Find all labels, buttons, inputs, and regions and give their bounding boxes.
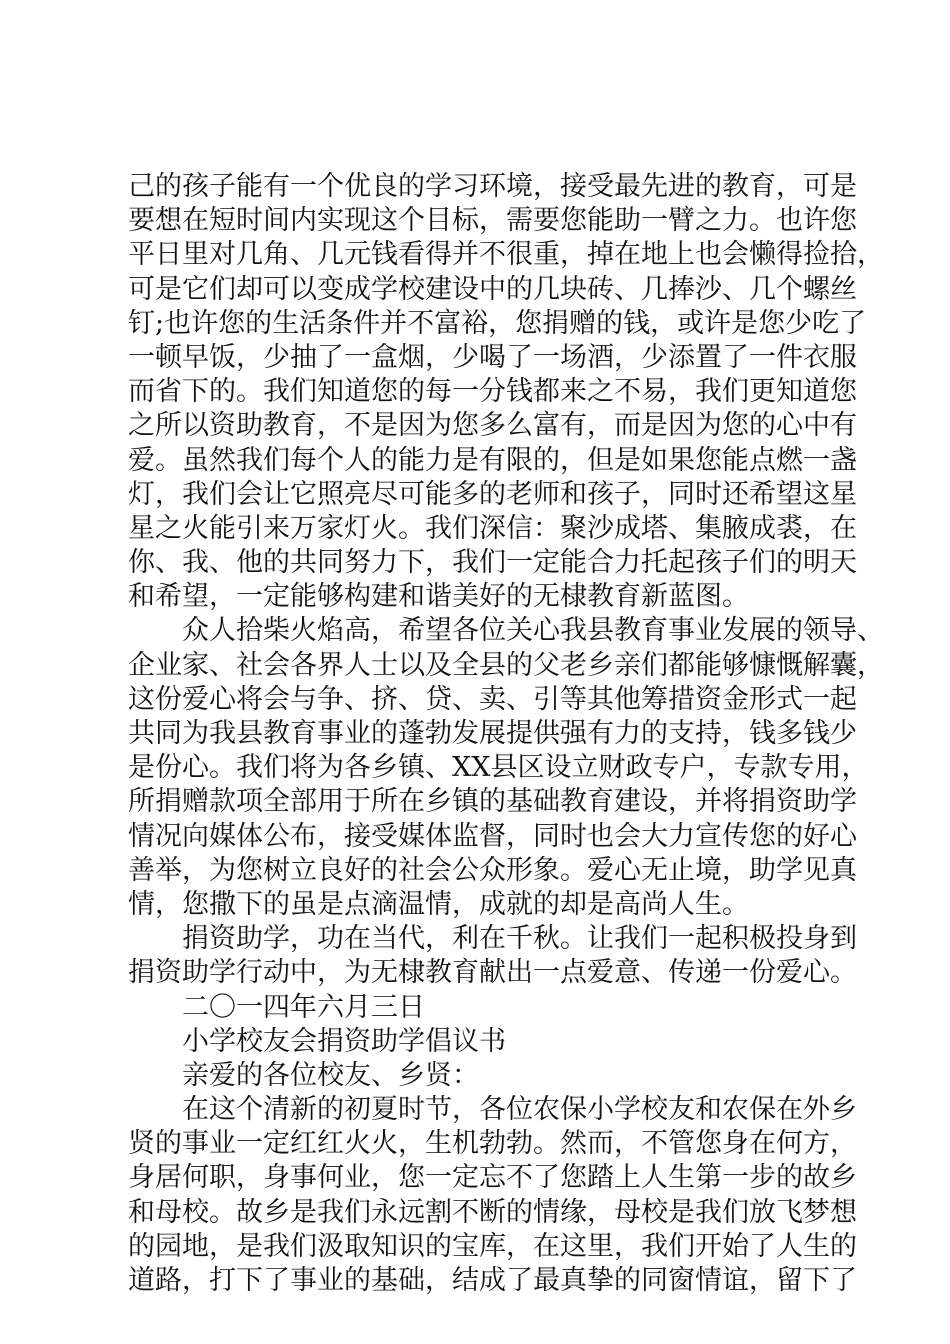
text-line: 要想在短时间内实现这个目标，需要您能助一臂之力。也许您 [128,205,857,237]
text-line: 是份心。我们将为各乡镇、XX县区设立财政专户，专款专用， [128,752,869,784]
text-line: 在这个清新的初夏时节，各位农保小学校友和农保在外乡 [182,1094,857,1126]
text-line: 而省下的。我们知道您的每一分钱都来之不易，我们更知道您 [128,376,857,408]
text-line: 众人拾柴火焰高，希望各位关心我县教育事业发展的领导、 [182,615,884,647]
text-line: 企业家、社会各界人士以及全县的父老乡亲们都能够慷慨解囊， [128,649,884,681]
text-line: 共同为我县教育事业的蓬勃发展提供强有力的支持，钱多钱少 [128,718,857,749]
document-body [128,170,884,1298]
text-line: 情况向媒体公布，接受媒体监督，同时也会大力宣传您的好心 [128,820,857,852]
text-line: 你、我、他的共同努力下，我们一定能合力托起孩子们的明天 [128,547,857,579]
text-line: 身居何职，身事何业，您一定忘不了您踏上人生第一步的故乡 [128,1162,857,1194]
text-line: 贤的事业一定红红火火，生机勃勃。然而，不管您身在何方， [128,1128,857,1160]
text-line: 爱。虽然我们每个人的能力是有限的，但是如果您能点燃一盏 [128,444,857,476]
text-line: 亲爱的各位校友、乡贤： [182,1059,479,1091]
text-line: 捐资助学行动中，为无棣教育献出一点爱意、传递一份爱心。 [128,957,857,989]
text-line: 小学校友会捐资助学倡议书 [182,1025,506,1057]
text-line: 和希望，一定能够构建和谐美好的无棣教育新蓝图。 [128,581,749,613]
text-line: 道路，打下了事业的基础，结成了最真挚的同窗情谊，留下了 [128,1265,857,1296]
text-line: 己的孩子能有一个优良的学习环境，接受最先进的教育，可是 [128,171,857,202]
text-line: 星之火能引来万家灯火。我们深信：聚沙成塔、集腋成裘，在 [128,512,857,544]
text-line: 一顿早饭，少抽了一盒烟，少喝了一场酒，少添置了一件衣服 [128,341,857,373]
text-line: 善举，为您树立良好的社会公众形象。爱心无止境，助学见真 [128,854,857,886]
text-line: 情，您撒下的虽是点滴温情，成就的却是高尚人生。 [128,888,749,920]
text-line: 所捐赠款项全部用于所在乡镇的基础教育建设，并将捐资助学 [128,786,857,818]
text-line: 灯，我们会让它照亮尽可能多的老师和孩子，同时还希望这星 [128,478,857,510]
text-line: 这份爱心将会与争、挤、贷、卖、引等其他筹措资金形式一起 [128,683,857,715]
text-line: 之所以资助教育，不是因为您多么富有，而是因为您的心中有 [128,410,857,442]
text-line: 二〇一四年六月三日 [182,991,425,1023]
text-line: 可是它们却可以变成学校建设中的几块砖、几捧沙、几个螺丝 [128,273,857,305]
text-line: 的园地，是我们汲取知识的宝库，在这里，我们开始了人生的 [128,1230,857,1262]
text-line: 平日里对几角、几元钱看得并不很重，掉在地上也会懒得捡拾， [128,239,884,271]
text-line: 捐资助学，功在当代，利在千秋。让我们一起积极投身到 [182,923,857,955]
text-line: 和母校。故乡是我们永远割不断的情缘，母校是我们放飞梦想 [128,1196,857,1228]
text-line: 钉;也许您的生活条件并不富裕，您捐赠的钱，或许是您少吃了 [128,307,867,339]
